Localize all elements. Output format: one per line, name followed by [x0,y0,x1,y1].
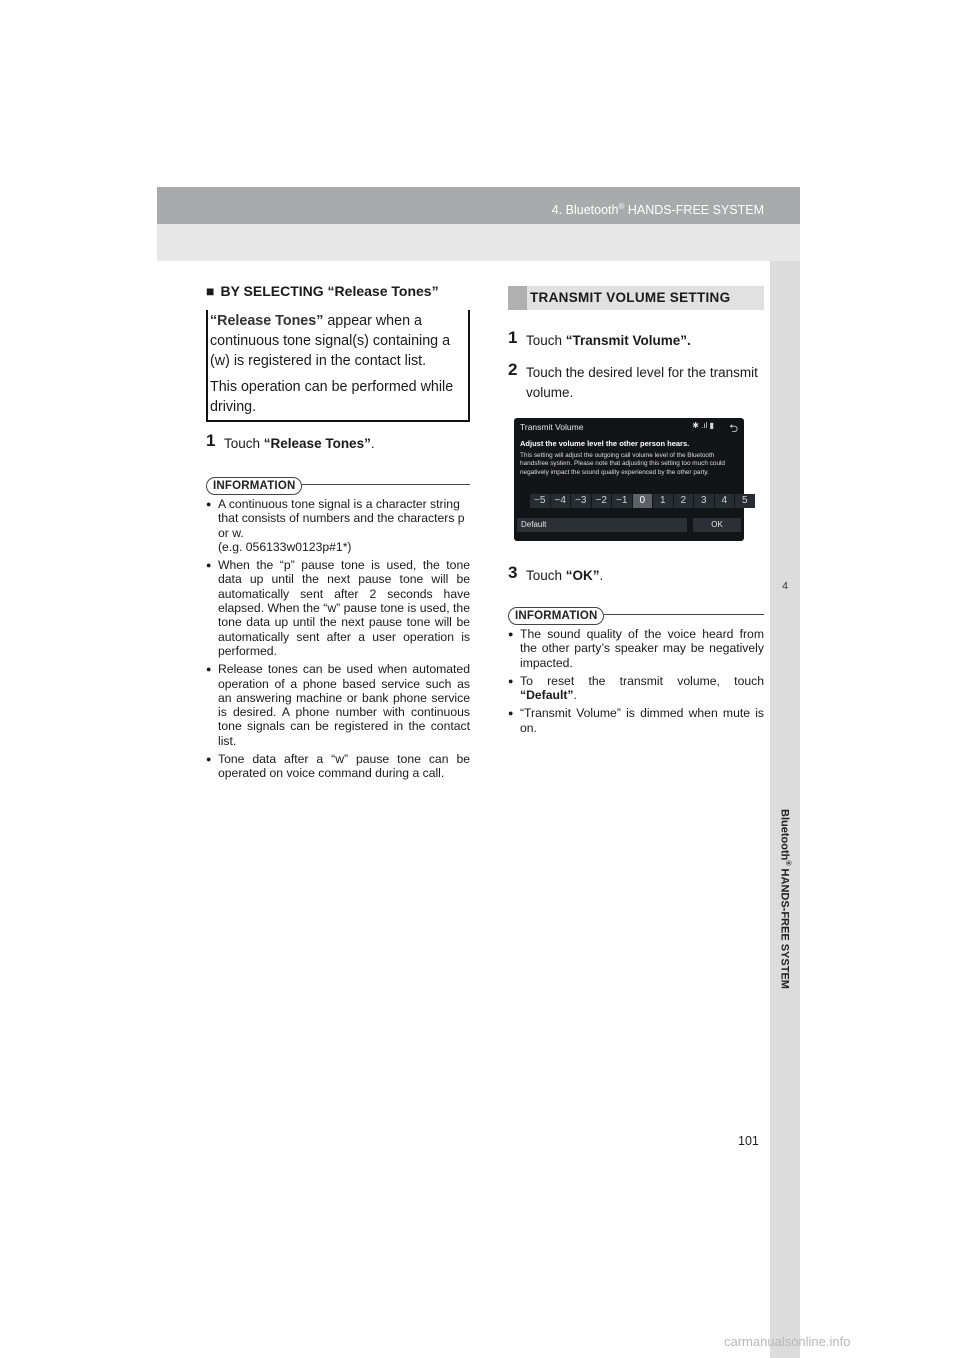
information-label: INFORMATION [508,607,604,625]
watermark: carmanualsonline.info [724,1334,851,1349]
square-bullet-icon: ■ [206,283,215,299]
screen-heading: Adjust the volume level the other person hears. [520,439,690,448]
section-title-release-tones: ■ BY SELECTING “Release Tones” [206,283,439,299]
list-item: ● Tone data after a “w” pause tone can be operated on voice command during a call. [206,752,470,781]
list-item: ● Release tones can be used when automated operation of a phone based service such as an answering machine or bank phone service is desired. A phone number with continuous tone signals can be registered in the contact list. [206,662,470,748]
list-item: ● To reset the transmit volume, touch “Default”. [508,674,764,703]
information-list [206,497,470,781]
volume-level-button[interactable]: 2 [674,494,694,508]
volume-level-button[interactable]: −3 [571,494,591,508]
volume-level-button[interactable]: −2 [592,494,612,508]
chapter-title: 4. Bluetooth® HANDS-FREE SYSTEM [551,202,764,218]
list-item: ● When the “p” pause tone is used, the tone data up until the next pause tone will be automatically sent after 2 seconds have elapsed. When the “w” pause tone is used, the tone data up until the next pause tone will be automatically sent after a user operation is performed. [206,558,470,658]
section-header-transmit-volume [508,286,764,310]
default-button[interactable]: Default [517,518,687,532]
screen-title: Transmit Volume [520,422,584,432]
list-item: ● The sound quality of the voice heard from the other party’s speaker may be negatively impacted. [508,627,764,670]
chapter-header-subbar [157,224,800,261]
step-1-release-tones: 1 Touch “Release Tones”. [206,431,375,451]
information-list [508,627,764,735]
volume-level-button[interactable]: −1 [612,494,632,508]
information-block [508,606,764,735]
ok-button[interactable]: OK [693,518,741,532]
back-icon[interactable]: ⮌ [729,423,738,435]
page-number: 101 [738,1134,759,1148]
step-3-ok: 3 Touch “OK”. [508,563,604,583]
step-2-select-level: 2 Touch the desired level for the transmit volume. [508,360,758,400]
note-box [206,310,470,422]
status-icons: ✱ .ıl ▮ [692,421,714,430]
chapter-side-label: Bluetooth® HANDS-FREE SYSTEM [778,809,791,989]
list-item: ● “Transmit Volume” is dimmed when mute is on. [508,706,764,735]
volume-level-button[interactable]: 1 [653,494,673,508]
chapter-number: 4 [782,580,788,592]
right-column [508,283,764,739]
chapter-header-bar [157,187,800,224]
information-rule [604,614,764,615]
left-column [206,283,470,785]
information-block [206,476,470,781]
volume-level-button-selected[interactable]: 0 [633,494,653,508]
step-1-transmit-volume: 1 Touch “Transmit Volume”. [508,328,691,348]
screen-description: This setting will adjust the outgoing call volume level of the Bluetooth handsfree system. Please note that adjusting this setting too much could negatively impact the sound quality experienced by the other party. [520,452,725,476]
volume-level-button[interactable]: 5 [735,494,755,508]
list-item: ● A continuous tone signal is a character string that consists of numbers and the characters p or w. (e.g. 056133w0123p#1*) [206,497,470,554]
information-rule [302,484,470,485]
volume-level-selector [530,494,756,508]
chapter-side-tab [770,261,800,1358]
volume-level-button[interactable]: 3 [694,494,714,508]
information-label: INFORMATION [206,477,302,495]
volume-level-button[interactable]: −5 [530,494,550,508]
section-title-transmit-volume: TRANSMIT VOLUME SETTING [530,290,731,305]
volume-level-button[interactable]: −4 [551,494,571,508]
note-paragraph: “Release Tones” appear when a continuous tone signal(s) containing a (w) is registered in the contact list. [210,313,451,369]
volume-level-button[interactable]: 4 [715,494,735,508]
note-paragraph: This operation can be performed while driving. [210,379,454,415]
transmit-volume-screen [514,418,748,541]
